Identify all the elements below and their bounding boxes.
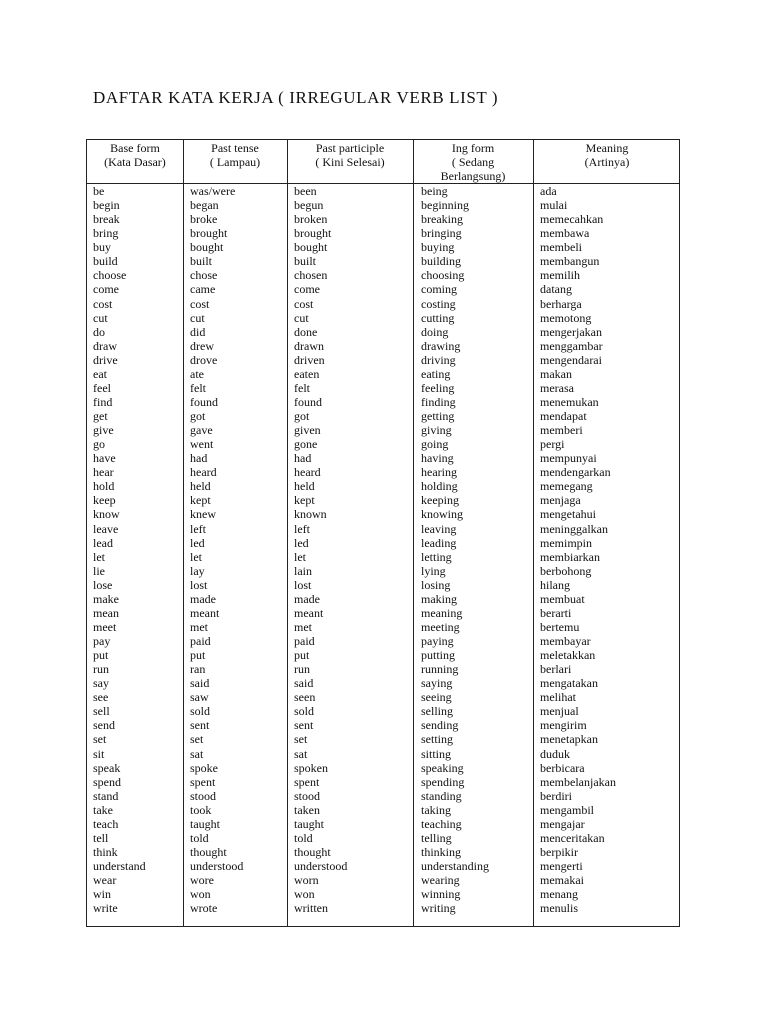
- column-divider: [413, 140, 414, 926]
- ing-form-cell: saying: [421, 676, 453, 691]
- meaning-cell: meletakkan: [540, 648, 596, 663]
- base-form-cell: know: [93, 507, 120, 522]
- ing-form-cell: lying: [421, 563, 446, 578]
- ing-form-cell: leaving: [421, 521, 457, 536]
- meaning-cell: mendapat: [540, 409, 587, 423]
- past-participle-cell: put: [294, 648, 310, 663]
- past-participle-cell: let: [294, 549, 306, 564]
- ing-form-cell: buying: [421, 240, 455, 255]
- meaning-cell: mengerti: [540, 859, 583, 873]
- base-form-cell: take: [93, 802, 113, 817]
- past-participle-cell: told: [294, 830, 313, 845]
- meaning-cell: meninggalkan: [540, 521, 608, 536]
- past-participle-cell: brought: [294, 226, 332, 241]
- past-tense-cell: sat: [190, 746, 204, 761]
- header-label: Meaning: [585, 141, 629, 155]
- past-participle-cell: worn: [294, 873, 319, 888]
- past-tense-cell: sent: [190, 718, 210, 733]
- past-participle-cell: said: [294, 676, 314, 691]
- past-participle-cell: led: [294, 535, 309, 550]
- meaning-cell: menemukan: [540, 394, 599, 409]
- header-ing-form: [413, 141, 533, 183]
- past-tense-cell: got: [190, 409, 206, 423]
- past-tense-cell: thought: [190, 844, 227, 859]
- past-tense-cell: brought: [190, 226, 228, 241]
- meaning-cell: mengirim: [540, 718, 587, 733]
- past-participle-cell: spent: [294, 774, 320, 789]
- past-participle-cell: kept: [294, 493, 315, 508]
- meaning-cell: mengerjakan: [540, 324, 602, 339]
- base-form-cell: cost: [93, 296, 113, 311]
- ing-form-cell: telling: [421, 830, 452, 845]
- past-tense-cell: heard: [190, 465, 217, 480]
- ing-form-cell: driving: [421, 352, 456, 367]
- meaning-cell: bertemu: [540, 619, 580, 634]
- past-participle-cell: come: [294, 282, 320, 297]
- past-participle-cell: taught: [294, 816, 324, 831]
- meaning-cell: menetapkan: [540, 732, 598, 747]
- past-tense-cell: led: [190, 535, 205, 550]
- meaning-cell: membelanjakan: [540, 774, 616, 789]
- base-form-cell: run: [93, 662, 109, 677]
- header-sublabel: (Kata Dasar): [104, 155, 166, 169]
- meaning-cell: berpikir: [540, 844, 578, 859]
- ing-form-cell: speaking: [421, 760, 464, 775]
- meaning-cell: datang: [540, 282, 572, 297]
- meaning-cell: berarti: [540, 605, 572, 620]
- header-sublabel: ( Sedang: [451, 155, 495, 169]
- document-title: DAFTAR KATA KERJA ( IRREGULAR VERB LIST ): [93, 88, 499, 107]
- base-form-cell: let: [93, 549, 105, 564]
- past-participle-cell: sold: [294, 704, 315, 719]
- past-tense-cell: kept: [190, 493, 211, 508]
- past-participle-cell: seen: [294, 690, 316, 705]
- column-divider: [533, 140, 534, 926]
- meaning-cell: berdiri: [540, 788, 572, 803]
- meaning-cell: berharga: [540, 296, 582, 311]
- past-tense-cell: came: [190, 282, 216, 297]
- ing-form-cell: bringing: [421, 226, 462, 241]
- header-label: Base form: [110, 141, 160, 155]
- past-tense-cell: let: [190, 549, 202, 564]
- base-form-cell: meet: [93, 619, 117, 634]
- meaning-cell: mengambil: [540, 802, 594, 817]
- meaning-cell: hilang: [540, 577, 570, 592]
- ing-form-cell: costing: [421, 296, 456, 311]
- past-participle-cell: paid: [294, 634, 315, 648]
- past-participle-cell: cost: [294, 296, 314, 311]
- ing-form-column: [421, 184, 489, 915]
- base-form-cell: send: [93, 718, 115, 733]
- past-tense-cell: spent: [190, 774, 216, 789]
- past-participle-cell: written: [294, 901, 328, 916]
- past-participle-cell: bought: [294, 240, 328, 255]
- ing-form-cell: spending: [421, 774, 465, 789]
- ing-form-cell: meaning: [421, 605, 463, 620]
- meaning-cell: memimpin: [540, 535, 592, 550]
- past-tense-cell: lost: [190, 577, 208, 592]
- meaning-cell: mengendarai: [540, 352, 602, 367]
- base-form-cell: spend: [93, 774, 121, 789]
- past-tense-cell: told: [190, 830, 209, 845]
- past-participle-cell: eaten: [294, 366, 320, 381]
- past-participle-cell: built: [294, 254, 317, 269]
- meaning-cell: merasa: [540, 380, 574, 395]
- base-form-cell: leave: [93, 521, 119, 536]
- past-participle-cell: cut: [294, 310, 309, 325]
- past-tense-cell: drew: [190, 338, 214, 353]
- past-participle-cell: left: [294, 521, 310, 536]
- past-tense-cell: did: [190, 324, 206, 339]
- past-tense-cell: began: [190, 198, 219, 213]
- meaning-cell: membawa: [540, 226, 590, 241]
- past-tense-cell: cost: [190, 296, 210, 311]
- past-tense-cell: felt: [190, 380, 206, 395]
- base-form-column: [93, 184, 146, 915]
- base-form-cell: draw: [93, 338, 117, 353]
- meaning-cell: memberi: [540, 423, 583, 438]
- past-participle-cell: understood: [294, 859, 348, 873]
- base-form-cell: eat: [93, 366, 107, 381]
- meaning-cell: mengatakan: [540, 676, 598, 691]
- base-form-cell: buy: [93, 240, 111, 255]
- column-divider: [183, 140, 184, 926]
- meaning-cell: pergi: [540, 437, 565, 452]
- base-form-cell: see: [93, 690, 109, 705]
- past-participle-cell: done: [294, 324, 318, 339]
- ing-form-cell: giving: [421, 423, 452, 438]
- past-participle-column: [294, 184, 347, 915]
- past-tense-cell: broke: [190, 212, 218, 227]
- past-participle-cell: thought: [294, 844, 331, 859]
- ing-form-cell: leading: [421, 535, 457, 550]
- meaning-cell: menulis: [540, 901, 578, 916]
- base-form-cell: feel: [93, 380, 111, 395]
- ing-form-cell: keeping: [421, 493, 459, 508]
- base-form-cell: stand: [93, 788, 119, 803]
- past-tense-cell: taught: [190, 816, 220, 831]
- base-form-cell: lead: [93, 535, 113, 550]
- ing-form-cell: having: [421, 451, 454, 466]
- past-tense-cell: built: [190, 254, 213, 269]
- header-sublabel: ( Kini Selesai): [315, 155, 385, 169]
- past-participle-cell: gone: [294, 437, 318, 452]
- past-tense-cell: went: [190, 437, 214, 452]
- base-form-cell: hear: [93, 465, 114, 480]
- ing-form-cell: setting: [421, 732, 453, 747]
- past-participle-cell: found: [294, 394, 322, 409]
- base-form-cell: pay: [93, 634, 111, 648]
- meaning-cell: ada: [540, 184, 557, 198]
- table-header-row: [87, 140, 679, 184]
- meaning-cell: memecahkan: [540, 212, 604, 227]
- meaning-cell: menjual: [540, 704, 579, 719]
- base-form-cell: win: [93, 887, 111, 902]
- base-form-cell: go: [93, 437, 105, 452]
- meaning-cell: membuat: [540, 591, 585, 606]
- column-divider: [287, 140, 288, 926]
- past-participle-cell: met: [294, 619, 312, 634]
- base-form-cell: mean: [93, 605, 119, 620]
- past-participle-cell: made: [294, 591, 320, 606]
- meaning-cell: mulai: [540, 198, 568, 213]
- past-tense-cell: ran: [190, 662, 206, 677]
- past-participle-cell: sat: [294, 746, 308, 761]
- past-participle-cell: spoken: [294, 760, 328, 775]
- base-form-cell: cut: [93, 310, 108, 325]
- meaning-cell: menang: [540, 887, 578, 902]
- header-label: Past participle: [315, 141, 385, 155]
- ing-form-cell: getting: [421, 409, 455, 423]
- past-tense-cell: sold: [190, 704, 211, 719]
- ing-form-cell: being: [421, 184, 448, 198]
- past-tense-cell: ate: [190, 366, 204, 381]
- past-tense-cell: had: [190, 451, 208, 466]
- meaning-cell: berbohong: [540, 563, 592, 578]
- past-participle-cell: heard: [294, 465, 321, 480]
- meaning-cell: membeli: [540, 240, 582, 255]
- past-tense-cell: put: [190, 648, 206, 663]
- ing-form-cell: coming: [421, 282, 457, 297]
- ing-form-cell: seeing: [421, 690, 452, 705]
- base-form-cell: understand: [93, 859, 146, 873]
- past-tense-cell: wore: [190, 873, 214, 888]
- past-tense-cell: spoke: [190, 760, 218, 775]
- base-form-cell: make: [93, 591, 119, 606]
- past-participle-cell: chosen: [294, 268, 328, 283]
- base-form-cell: bring: [93, 226, 119, 241]
- past-tense-cell: cut: [190, 310, 205, 325]
- past-participle-cell: won: [294, 887, 315, 902]
- past-participle-cell: set: [294, 732, 308, 747]
- meaning-cell: duduk: [540, 746, 570, 761]
- header-meaning: [533, 141, 681, 169]
- meaning-cell: mengajar: [540, 816, 585, 831]
- meaning-cell: makan: [540, 366, 572, 381]
- ing-form-cell: feeling: [421, 380, 455, 395]
- base-form-cell: begin: [93, 198, 120, 213]
- ing-form-cell: building: [421, 254, 462, 269]
- base-form-cell: be: [93, 184, 105, 198]
- ing-form-cell: wearing: [421, 873, 460, 888]
- meaning-cell: memegang: [540, 479, 593, 494]
- ing-form-cell: making: [421, 591, 457, 606]
- past-tense-cell: met: [190, 619, 208, 634]
- meaning-cell: menceritakan: [540, 830, 605, 845]
- ing-form-cell: sitting: [421, 746, 452, 761]
- ing-form-cell: writing: [421, 901, 456, 916]
- base-form-cell: write: [93, 901, 118, 916]
- past-participle-cell: drawn: [294, 338, 324, 353]
- past-participle-cell: taken: [294, 802, 320, 817]
- past-participle-cell: felt: [294, 380, 310, 395]
- past-tense-cell: won: [190, 887, 211, 902]
- base-form-cell: choose: [93, 268, 127, 283]
- meaning-cell: membangun: [540, 254, 600, 269]
- ing-form-cell: choosing: [421, 268, 465, 283]
- meaning-cell: berbicara: [540, 760, 585, 775]
- base-form-cell: come: [93, 282, 119, 297]
- ing-form-cell: doing: [421, 324, 449, 339]
- base-form-cell: tell: [93, 830, 109, 845]
- ing-form-cell: winning: [421, 887, 461, 902]
- ing-form-cell: paying: [421, 634, 454, 648]
- base-form-cell: think: [93, 844, 118, 859]
- past-tense-column: [190, 184, 243, 915]
- ing-form-cell: knowing: [421, 507, 463, 522]
- meaning-cell: menjaga: [540, 493, 581, 508]
- ing-form-cell: standing: [421, 788, 462, 803]
- past-participle-cell: broken: [294, 212, 328, 227]
- past-participle-cell: lost: [294, 577, 312, 592]
- base-form-cell: set: [93, 732, 107, 747]
- header-sublabel: Berlangsung): [440, 169, 506, 183]
- base-form-cell: drive: [93, 352, 118, 367]
- past-tense-cell: set: [190, 732, 204, 747]
- header-sublabel: (Artinya): [584, 155, 630, 169]
- header-past-tense: [183, 141, 287, 169]
- past-participle-cell: been: [294, 184, 317, 198]
- meaning-cell: mengetahui: [540, 507, 596, 522]
- past-tense-cell: understood: [190, 859, 244, 873]
- ing-form-cell: letting: [421, 549, 452, 564]
- meaning-cell: mempunyai: [540, 451, 597, 466]
- header-label: Past tense: [211, 141, 259, 155]
- ing-form-cell: teaching: [421, 816, 462, 831]
- base-form-cell: hold: [93, 479, 115, 494]
- header-past-participle: [287, 141, 413, 169]
- ing-form-cell: eating: [421, 366, 451, 381]
- base-form-cell: build: [93, 254, 118, 269]
- past-tense-cell: saw: [190, 690, 209, 705]
- past-tense-cell: gave: [190, 423, 213, 438]
- ing-form-cell: putting: [421, 648, 456, 663]
- past-tense-cell: meant: [190, 605, 220, 620]
- base-form-cell: lose: [93, 577, 113, 592]
- past-participle-cell: driven: [294, 352, 325, 367]
- ing-form-cell: beginning: [421, 198, 469, 213]
- base-form-cell: keep: [93, 493, 116, 508]
- past-tense-cell: was/were: [190, 184, 236, 198]
- past-tense-cell: stood: [190, 788, 217, 803]
- base-form-cell: say: [93, 676, 109, 691]
- past-tense-cell: said: [190, 676, 210, 691]
- meaning-column: [540, 184, 616, 915]
- meaning-cell: memakai: [540, 873, 584, 888]
- base-form-cell: get: [93, 409, 108, 423]
- base-form-cell: break: [93, 212, 120, 227]
- meaning-cell: memotong: [540, 310, 592, 325]
- past-tense-cell: found: [190, 394, 218, 409]
- header-sublabel: ( Lampau): [209, 155, 261, 169]
- meaning-cell: berlari: [540, 662, 572, 677]
- ing-form-cell: understanding: [421, 859, 489, 873]
- base-form-cell: sit: [93, 746, 105, 761]
- past-tense-cell: knew: [190, 507, 216, 522]
- past-participle-cell: sent: [294, 718, 314, 733]
- past-participle-cell: known: [294, 507, 327, 522]
- base-form-cell: speak: [93, 760, 121, 775]
- ing-form-cell: drawing: [421, 338, 461, 353]
- verb-table: [86, 139, 680, 927]
- past-participle-cell: lain: [294, 563, 312, 578]
- meaning-cell: membayar: [540, 634, 591, 648]
- base-form-cell: give: [93, 423, 114, 438]
- base-form-cell: have: [93, 451, 116, 466]
- ing-form-cell: cutting: [421, 310, 455, 325]
- base-form-cell: find: [93, 394, 113, 409]
- meaning-cell: mendengarkan: [540, 465, 611, 480]
- base-form-cell: lie: [93, 563, 105, 578]
- ing-form-cell: finding: [421, 394, 456, 409]
- past-tense-cell: chose: [190, 268, 218, 283]
- ing-form-cell: thinking: [421, 844, 462, 859]
- meaning-cell: melihat: [540, 690, 576, 705]
- past-tense-cell: bought: [190, 240, 224, 255]
- past-participle-cell: begun: [294, 198, 324, 213]
- ing-form-cell: meeting: [421, 619, 460, 634]
- past-participle-cell: held: [294, 479, 315, 494]
- past-participle-cell: run: [294, 662, 310, 677]
- meaning-cell: membiarkan: [540, 549, 600, 564]
- ing-form-cell: holding: [421, 479, 458, 494]
- past-tense-cell: wrote: [190, 901, 218, 916]
- past-tense-cell: lay: [190, 563, 205, 578]
- header-label: Ing form: [451, 141, 495, 155]
- past-tense-cell: held: [190, 479, 211, 494]
- past-participle-cell: given: [294, 423, 321, 438]
- past-tense-cell: made: [190, 591, 216, 606]
- past-tense-cell: left: [190, 521, 206, 536]
- base-form-cell: wear: [93, 873, 117, 888]
- base-form-cell: do: [93, 324, 105, 339]
- past-tense-cell: took: [190, 802, 212, 817]
- ing-form-cell: sending: [421, 718, 459, 733]
- ing-form-cell: selling: [421, 704, 453, 719]
- ing-form-cell: losing: [421, 577, 451, 592]
- past-participle-cell: had: [294, 451, 312, 466]
- ing-form-cell: hearing: [421, 465, 457, 480]
- ing-form-cell: going: [421, 437, 449, 452]
- ing-form-cell: running: [421, 662, 459, 677]
- meaning-cell: menggambar: [540, 338, 603, 353]
- base-form-cell: sell: [93, 704, 110, 719]
- past-participle-cell: stood: [294, 788, 321, 803]
- header-base-form: [87, 141, 183, 169]
- base-form-cell: teach: [93, 816, 119, 831]
- base-form-cell: put: [93, 648, 109, 663]
- past-participle-cell: meant: [294, 605, 324, 620]
- past-tense-cell: drove: [190, 352, 218, 367]
- ing-form-cell: taking: [421, 802, 451, 817]
- past-tense-cell: paid: [190, 634, 211, 648]
- past-participle-cell: got: [294, 409, 310, 423]
- ing-form-cell: breaking: [421, 212, 463, 227]
- meaning-cell: memilih: [540, 268, 580, 283]
